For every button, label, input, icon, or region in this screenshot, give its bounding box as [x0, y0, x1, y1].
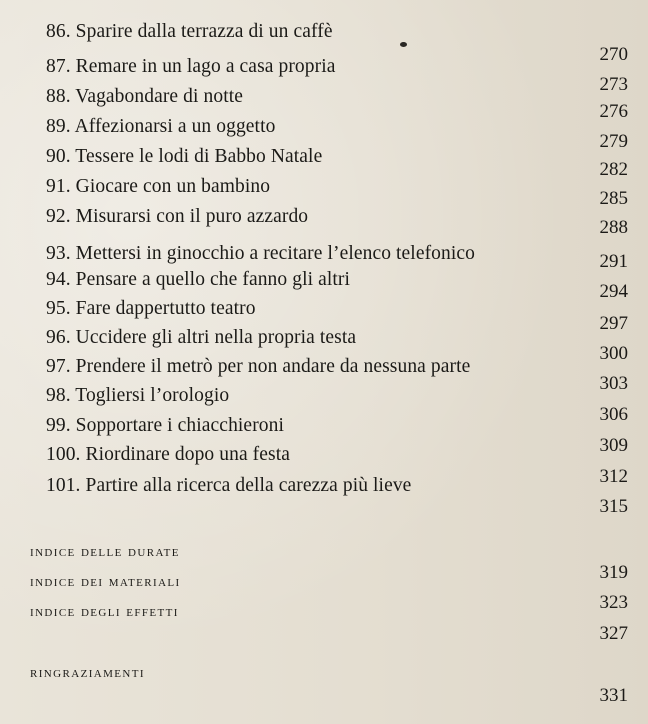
toc-entry-91: 91. Giocare con un bambino	[46, 176, 271, 197]
toc-entry-86: 86. Sparire dalla terrazza di un caffè	[46, 21, 333, 42]
section-indice-durate: indice delle durate	[30, 543, 180, 560]
toc-page-93: 291	[599, 251, 628, 272]
toc-entry-99: 99. Sopportare i chiacchieroni	[46, 415, 284, 436]
toc-page-87: 273	[599, 74, 628, 95]
toc-entry-90: 90. Tessere le lodi di Babbo Natale	[46, 146, 323, 167]
toc-entry-93: 93. Mettersi in ginocchio a recitare l’elenco telefonico	[46, 243, 476, 264]
toc-page-92: 288	[599, 217, 628, 238]
toc-entry-98: 98. Togliersi l’orologio	[46, 385, 230, 406]
toc-page-89: 279	[599, 131, 628, 152]
toc-page-100: 312	[599, 466, 628, 487]
toc-page-88: 276	[599, 101, 628, 122]
toc-entry-97: 97. Prendere il metrò per non andare da nessuna parte	[46, 356, 471, 377]
toc-page-99: 309	[599, 435, 628, 456]
toc-entry-89: 89. Affezionarsi a un oggetto	[46, 116, 276, 137]
toc-page-98: 306	[599, 404, 628, 425]
toc-entry-100: 100. Riordinare dopo una festa	[46, 444, 290, 465]
toc-entry-92: 92. Misurarsi con il puro azzardo	[46, 206, 309, 227]
toc-page-101: 315	[599, 496, 628, 517]
toc-entry-96: 96. Uccidere gli altri nella propria testa	[46, 327, 357, 348]
toc-page-90: 282	[599, 159, 628, 180]
toc-page-97: 303	[599, 373, 628, 394]
toc-entry-88: 88. Vagabondare di notte	[46, 86, 243, 107]
toc-page-96: 300	[599, 343, 628, 364]
toc-entry-95: 95. Fare dappertutto teatro	[46, 298, 256, 319]
section-indice-materiali: indice dei materiali	[30, 573, 181, 590]
section-page-effetti: 327	[599, 623, 628, 644]
toc-entry-87: 87. Remare in un lago a casa propria	[46, 56, 336, 77]
section-page-durate: 319	[599, 562, 628, 583]
toc-page-94: 294	[599, 281, 628, 302]
section-page-ringraziamenti: 331	[599, 685, 628, 706]
toc-page-86: 270	[599, 44, 628, 65]
section-indice-effetti: indice degli effetti	[30, 603, 179, 620]
section-ringraziamenti: ringraziamenti	[30, 664, 145, 681]
toc-entry-94: 94. Pensare a quello che fanno gli altri	[46, 269, 350, 290]
section-page-materiali: 323	[599, 592, 628, 613]
toc-page-95: 297	[599, 313, 628, 334]
toc-page-91: 285	[599, 188, 628, 209]
toc-entry-101: 101. Partire alla ricerca della carezza più lieve	[46, 475, 412, 496]
